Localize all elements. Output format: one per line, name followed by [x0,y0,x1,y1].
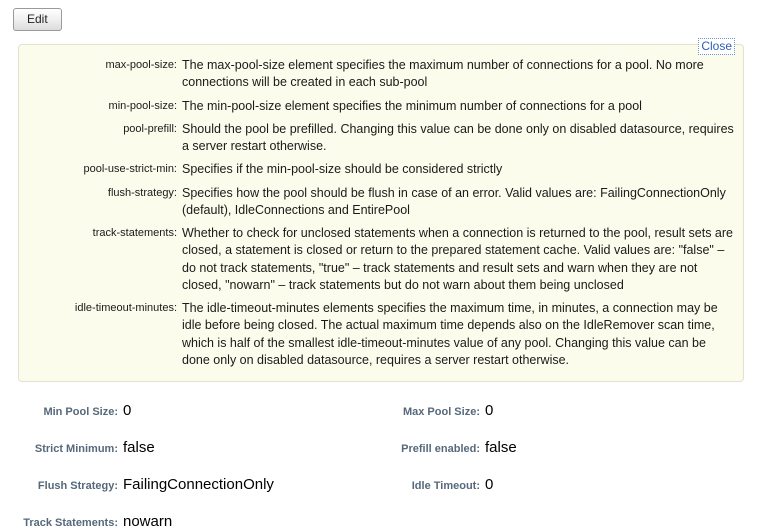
field-label: Strict Minimum: [34,443,118,455]
field-label: Idle Timeout: [411,480,480,492]
help-item-max-pool-size [27,57,735,92]
help-term: pool-use-strict-min: [83,163,177,176]
field-label: Max Pool Size: [402,406,480,418]
help-description: The min-pool-size element specifies the minimum number of connections for a pool [182,98,642,113]
field-value: false [485,439,517,456]
field-value: nowarn [123,513,173,528]
edit-button[interactable]: Edit [13,8,62,31]
toolbar [0,0,762,31]
help-item-track-statements [27,225,735,294]
field-empty [372,513,744,528]
help-item-idle-timeout-minutes [27,300,735,369]
help-description: Whether to check for unclosed statements when a connection is returned to the pool, result sets are closed, a statement is closed or return to the prepared statement cache. Valid values are: "false" – do not track statements, "true" – track statements and result sets and warn when they are not closed, "nowarn" – track statements but do not warn about them being unclosed [182,226,733,292]
field-track-statements [0,513,372,528]
help-panel [18,39,744,382]
help-description: Should the pool be prefilled. Changing this value can be done only on disabled datasource, requires a server restart otherwise. [182,121,734,153]
field-idle-timeout [372,476,744,493]
help-description: The max-pool-size element specifies the maximum number of connections for a pool. No more connections will be created in each sub-pool [182,58,704,90]
help-description: Specifies if the min-pool-size should be considered strictly [182,162,503,177]
field-label: Flush Strategy: [37,480,118,492]
help-term: track-statements: [92,227,177,239]
field-prefill-enabled [372,439,744,456]
help-term: min-pool-size: [108,99,177,112]
help-description: The idle-timeout-minutes elements specifies the maximum time, in minutes, a connection may be idle before being closed. The actual maximum time depends also on the IdleRemover scan time, which is half of the smallest idle-timeout-minutes value of any pool. Changing this value can be done only on disabled datasource, requires a server restart otherwise. [182,301,718,367]
field-label: Prefill enabled: [401,443,480,455]
field-value: 0 [123,402,132,419]
help-description: Specifies how the pool should be flush in case of an error. Valid values are: FailingConnectionOnly (default), IdleConnections and EntirePool [182,185,726,217]
field-label: Track Statements: [23,517,118,528]
help-term: idle-timeout-minutes: [74,302,177,314]
help-term: pool-prefill: [123,122,177,135]
field-value: 0 [485,476,494,493]
field-strict-minimum [0,439,372,456]
close-link[interactable]: Close [698,38,735,55]
help-item-pool-prefill [27,121,735,156]
help-term: flush-strategy: [107,186,177,199]
field-flush-strategy [0,476,372,493]
field-value: false [123,439,155,456]
help-item-min-pool-size [27,98,735,115]
field-label: Min Pool Size: [43,406,118,418]
help-term: max-pool-size: [105,59,177,71]
field-value: FailingConnectionOnly [123,476,274,493]
field-min-pool-size [0,402,372,419]
pool-config-form [0,402,762,528]
help-item-pool-use-strict-min [27,161,735,178]
field-max-pool-size [372,402,744,419]
field-value: 0 [485,402,494,419]
help-item-flush-strategy [27,185,735,220]
